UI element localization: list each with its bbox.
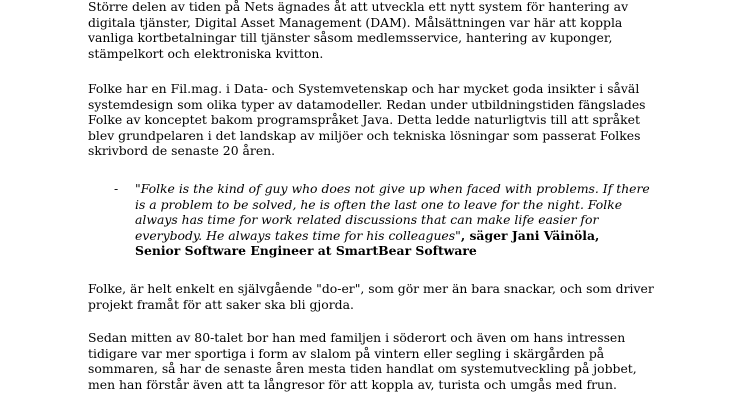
paragraph-doer: Folke, är helt enkelt en självgående "do-er", som gör mer än bara snackar, och som driver projekt framåt för att saker ska bli gjorda. <box>88 281 654 312</box>
quote-close-mark: " <box>455 227 461 243</box>
quote-bullet: - <box>114 181 119 196</box>
paragraph-personal: Sedan mitten av 80-talet bor han med familjen i söderort och även om hans intressen tidigare var mer sportiga i form av slalom på vintern eller segling i skärgården på sommaren, så har de senaste åren mesta tiden handlat om systemutveckling på jobbet, men han förstår även att ta långresor för att koppla av, turista och umgås med frun. <box>88 330 637 392</box>
testimonial-quote <box>135 181 740 259</box>
paragraph-education: Folke har en Fil.mag. i Data- och Systemvetenskap och har mycket goda insikter i såväl systemdesign som olika typer av datamodeller. Redan under utbildningstiden fängslades Folke av konceptet bakom programspråket Java. Detta ledde naturligtvis till att språket blev grundpelaren i det landskap av miljöer och tekniska lösningar som passerat Folkes skrivbord de senaste 20 åren. <box>88 81 646 158</box>
quote-body: Folke is the kind of guy who does not give up when faced with problems. If there is a problem to be solved, he is often the last one to leave for the night. Folke always has time for work related discussions that can make life easier for everybody. He always takes time for his colleagues <box>135 181 650 243</box>
paragraph-nets-dam: Större delen av tiden på Nets ägnades åt att utveckla ett nytt system för hantering av digitala tjänster, Digital Asset Management (DAM). Målsättningen var här att koppla vanliga kortbetalningar till tjänster såsom medlemsservice, hantering av kuponger, stämpelkort och elektroniska kvitton. <box>88 0 629 61</box>
quote-attribution: , säger Jani Väinöla, Senior Software Engineer at SmartBear Software <box>135 227 600 258</box>
quote-open-mark: " <box>135 181 141 196</box>
